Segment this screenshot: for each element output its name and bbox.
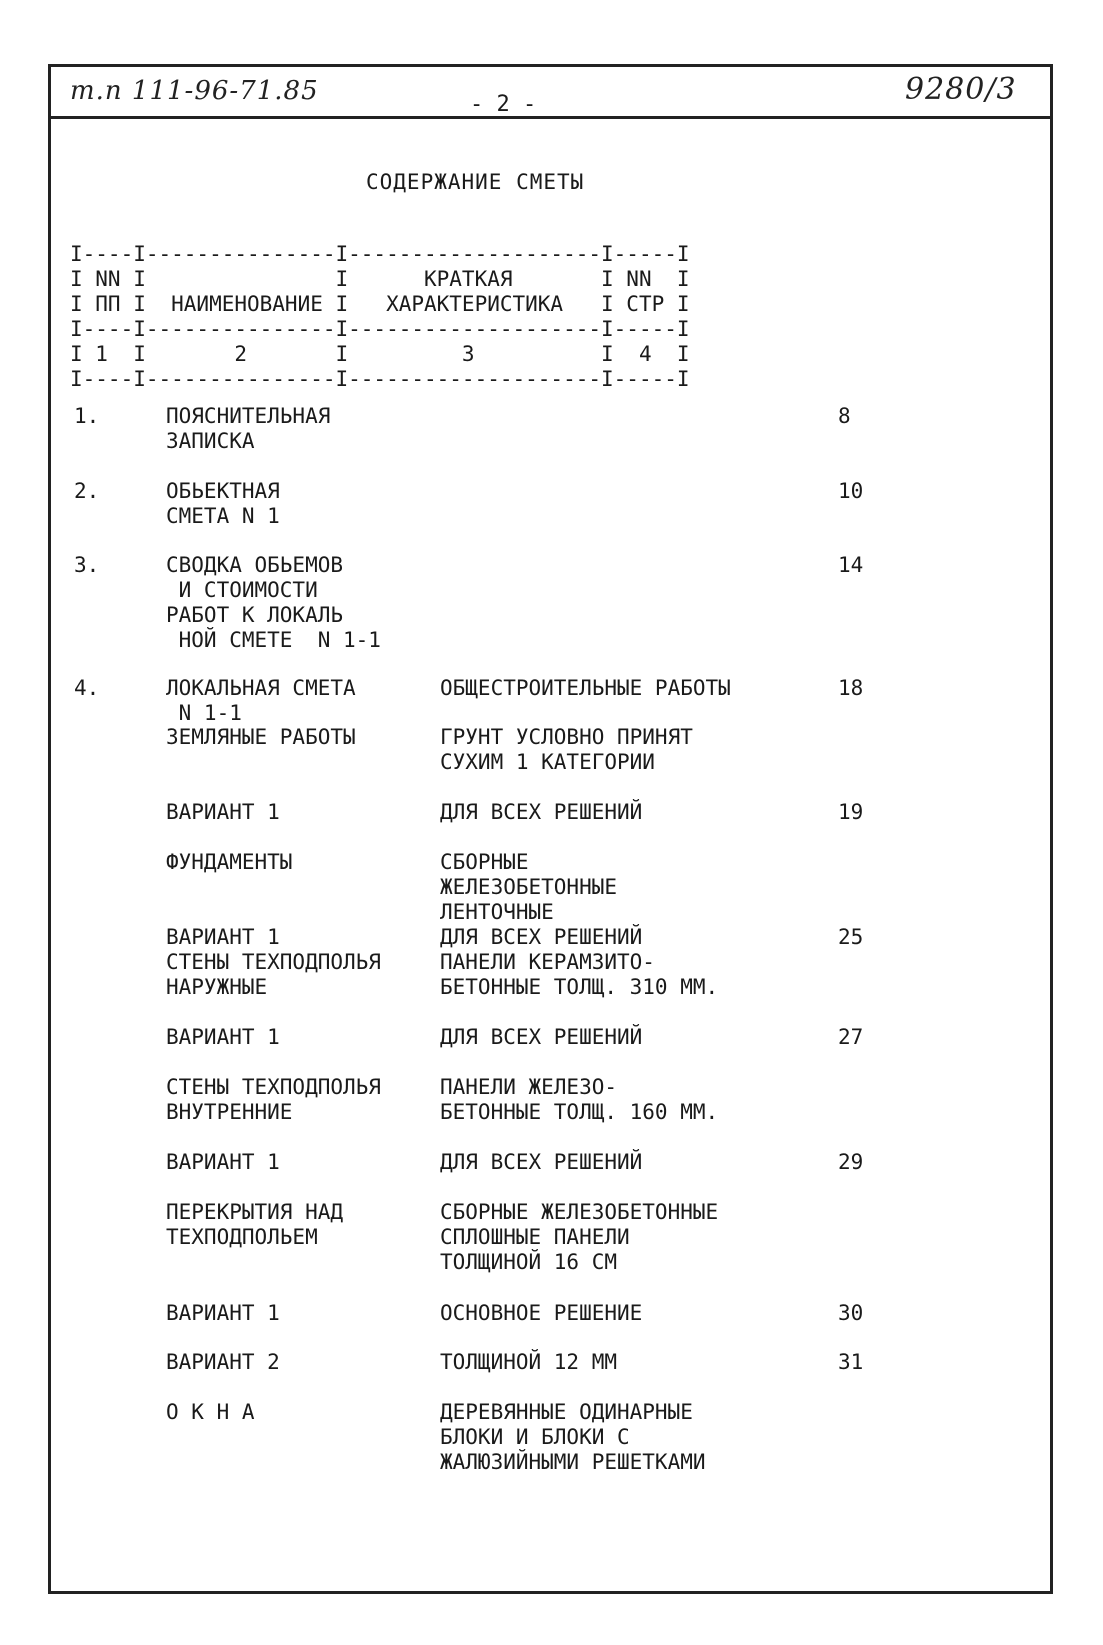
page-number: - 2 - — [470, 92, 537, 117]
row-name: ЛОКАЛЬНАЯ СМЕТА N 1-1 — [166, 676, 356, 725]
row-page: 8 — [838, 404, 851, 428]
row-description: ОСНОВНОЕ РЕШЕНИЕ — [440, 1301, 643, 1325]
row-description: ДЕРЕВЯННЫЕ ОДИНАРНЫЕ БЛОКИ И БЛОКИ С ЖАЛЮЗИЙНЫМИ РЕШЕТКАМИ — [440, 1400, 706, 1474]
row-description: СБОРНЫЕ ЖЕЛЕЗОБЕТОННЫЕ ЛЕНТОЧНЫЕ — [440, 850, 618, 924]
row-description: ПАНЕЛИ ЖЕЛЕЗО- БЕТОННЫЕ ТОЛЩ. 160 ММ. — [440, 1075, 719, 1124]
row-description: ТОЛЩИНОЙ 12 ММ — [440, 1350, 618, 1374]
row-name: ВАРИАНТ 1 — [166, 800, 280, 824]
row-page: 30 — [838, 1301, 864, 1325]
row-description: СБОРНЫЕ ЖЕЛЕЗОБЕТОННЫЕ СПЛОШНЫЕ ПАНЕЛИ ТОЛЩИНОЙ 16 СМ — [440, 1200, 719, 1274]
row-page: 31 — [838, 1350, 864, 1374]
row-name: СТЕНЫ ТЕХПОДПОЛЬЯ ВНУТРЕННИЕ — [166, 1075, 381, 1124]
row-page: 18 — [838, 676, 864, 700]
row-description: ГРУНТ УСЛОВНО ПРИНЯТ СУХИМ 1 КАТЕГОРИИ — [440, 725, 693, 774]
row-name: О К Н А — [166, 1400, 255, 1424]
row-number: 3. — [74, 553, 100, 577]
row-name: СТЕНЫ ТЕХПОДПОЛЬЯ НАРУЖНЫЕ — [166, 950, 381, 999]
row-name: ЗЕМЛЯНЫЕ РАБОТЫ — [166, 725, 356, 749]
row-description: ДЛЯ ВСЕХ РЕШЕНИЙ — [440, 1025, 643, 1049]
row-description: ПАНЕЛИ КЕРАМЗИТО- БЕТОННЫЕ ТОЛЩ. 310 ММ. — [440, 950, 719, 999]
row-description: ДЛЯ ВСЕХ РЕШЕНИЙ — [440, 925, 643, 949]
row-name: ВАРИАНТ 1 — [166, 1025, 280, 1049]
row-page: 19 — [838, 800, 864, 824]
row-name: ВАРИАНТ 1 — [166, 1150, 280, 1174]
table-header: I----I---------------I--------------------I-----I I NN I I КРАТКАЯ I NN I I ПП I НАИМЕНОВАНИЕ I ХАРАКТЕРИСТИКА I СТР I I----I---------------I--------------------I-----I I 1 I 2 I 3 I 4 I I----I---------------I--------------------I-----I — [70, 242, 690, 391]
header-divider — [48, 116, 1053, 119]
sheet-code: 9280/3 — [905, 72, 1017, 107]
row-name: ОБЬЕКТНАЯ СМЕТА N 1 — [166, 479, 280, 528]
row-name: ВАРИАНТ 2 — [166, 1350, 280, 1374]
document-code: т.п 111-96-71.85 — [70, 76, 319, 106]
row-name: ПЕРЕКРЫТИЯ НАД ТЕХПОДПОЛЬЕМ — [166, 1200, 344, 1249]
row-number: 1. — [74, 404, 100, 428]
row-page: 10 — [838, 479, 864, 503]
row-page: 14 — [838, 553, 864, 577]
row-number: 4. — [74, 676, 100, 700]
row-page: 27 — [838, 1025, 864, 1049]
row-name: ФУНДАМЕНТЫ — [166, 850, 293, 874]
row-name: ВАРИАНТ 1 — [166, 925, 280, 949]
page-title: СОДЕРЖАНИЕ СМЕТЫ — [366, 170, 585, 194]
row-name: СВОДКА ОБЬЕМОВ И СТОИМОСТИ РАБОТ К ЛОКАЛЬ НОЙ СМЕТЕ N 1-1 — [166, 553, 381, 652]
row-name: ВАРИАНТ 1 — [166, 1301, 280, 1325]
row-description: ДЛЯ ВСЕХ РЕШЕНИЙ — [440, 800, 643, 824]
row-number: 2. — [74, 479, 100, 503]
row-page: 25 — [838, 925, 864, 949]
row-description: ОБЩЕСТРОИТЕЛЬНЫЕ РАБОТЫ — [440, 676, 731, 700]
row-page: 29 — [838, 1150, 864, 1174]
row-description: ДЛЯ ВСЕХ РЕШЕНИЙ — [440, 1150, 643, 1174]
row-name: ПОЯСНИТЕЛЬНАЯ ЗАПИСКА — [166, 404, 331, 453]
